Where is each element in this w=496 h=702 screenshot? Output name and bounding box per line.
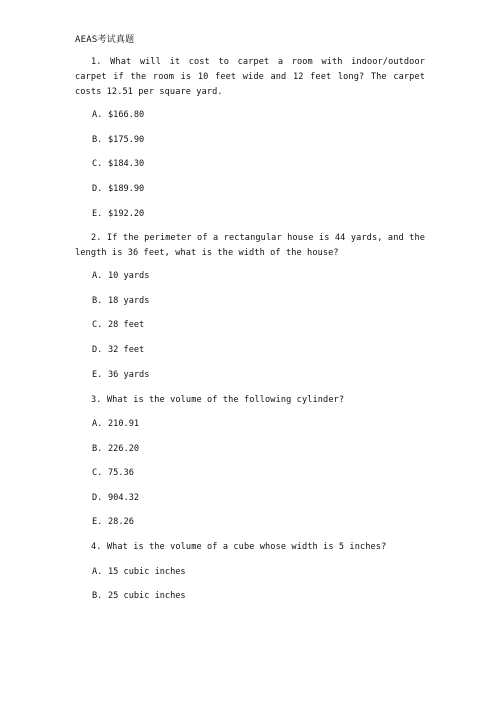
option-text: 75.36 bbox=[108, 468, 134, 478]
document-title: AEAS考试真题 bbox=[75, 35, 135, 45]
option-text: $166.80 bbox=[108, 110, 145, 120]
option-text: 226.20 bbox=[108, 444, 140, 454]
question-3-option-a bbox=[92, 418, 139, 430]
question-1-option-a bbox=[92, 109, 144, 121]
question-2-text: 2. If the perimeter of a rectangular house is 44 yards, and the length is 36 feet, what is the width of the house? bbox=[75, 233, 425, 258]
option-letter: C. bbox=[92, 468, 103, 478]
option-letter: D. bbox=[92, 184, 103, 194]
question-2-option-c bbox=[92, 319, 144, 331]
option-letter: D. bbox=[92, 493, 103, 503]
option-text: 904.32 bbox=[108, 493, 140, 503]
question-3-option-e bbox=[92, 516, 134, 528]
option-text: 25 cubic inches bbox=[108, 591, 186, 601]
question-1-option-d bbox=[92, 183, 144, 195]
question-1-option-e bbox=[92, 208, 144, 220]
option-letter: A. bbox=[92, 567, 103, 577]
option-text: $184.30 bbox=[108, 159, 145, 169]
option-letter: B. bbox=[92, 296, 103, 306]
question-4-option-b bbox=[92, 590, 186, 602]
option-text: 32 feet bbox=[108, 345, 145, 355]
question-3-option-c bbox=[92, 467, 134, 479]
option-letter: B. bbox=[92, 444, 103, 454]
option-letter: C. bbox=[92, 320, 103, 330]
question-2-option-b bbox=[92, 295, 149, 307]
option-letter: B. bbox=[92, 591, 103, 601]
question-3-option-b bbox=[92, 443, 139, 455]
question-3-option-d bbox=[92, 492, 139, 504]
question-1-option-b bbox=[92, 134, 144, 146]
option-text: $192.20 bbox=[108, 209, 145, 219]
question-1-option-c bbox=[92, 158, 144, 170]
option-letter: E. bbox=[92, 517, 103, 527]
question-4-text: 4. What is the volume of a cube whose width is 5 inches? bbox=[91, 542, 387, 552]
option-letter: E. bbox=[92, 370, 103, 380]
question-2-option-a bbox=[92, 270, 149, 282]
question-2-option-d bbox=[92, 344, 144, 356]
option-text: 36 yards bbox=[108, 370, 150, 380]
option-text: $175.90 bbox=[108, 135, 145, 145]
option-text: 15 cubic inches bbox=[108, 567, 186, 577]
option-text: 28 feet bbox=[108, 320, 145, 330]
question-3-text: 3. What is the volume of the following cylinder? bbox=[91, 395, 345, 405]
question-4-option-a bbox=[92, 566, 186, 578]
option-letter: B. bbox=[92, 135, 103, 145]
option-text: 28.26 bbox=[108, 517, 134, 527]
option-letter: C. bbox=[92, 159, 103, 169]
option-letter: A. bbox=[92, 110, 103, 120]
option-text: 210.91 bbox=[108, 419, 140, 429]
option-text: 18 yards bbox=[108, 296, 150, 306]
option-letter: A. bbox=[92, 271, 103, 281]
option-letter: E. bbox=[92, 209, 103, 219]
question-1-text: 1. What will it cost to carpet a room with indoor/outdoor carpet if the room is 10 feet wide and 12 feet long? The carpet costs 12.51 per square yard. bbox=[75, 57, 425, 97]
option-text: $189.90 bbox=[108, 184, 145, 194]
question-2-option-e bbox=[92, 369, 149, 381]
option-text: 10 yards bbox=[108, 271, 150, 281]
option-letter: D. bbox=[92, 345, 103, 355]
option-letter: A. bbox=[92, 419, 103, 429]
